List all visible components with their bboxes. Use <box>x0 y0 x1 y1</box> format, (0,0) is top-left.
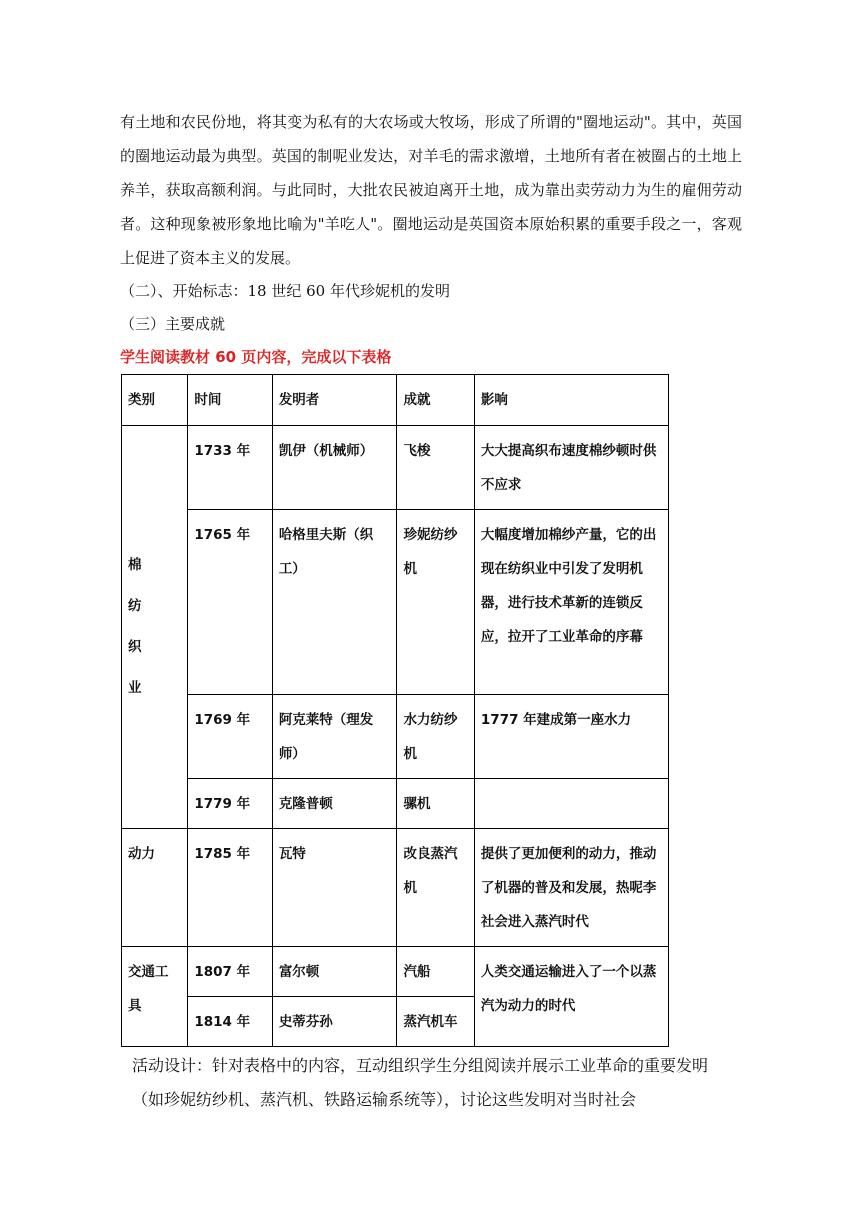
cell-time: 1765 年 <box>188 510 272 695</box>
cell-impact <box>474 779 668 829</box>
intro-paragraph: 有土地和农民份地，将其变为私有的大农场或大牧场，形成了所谓的"圈地运动"。其中，英国的圈地运动最为典型。英国的制呢业发达，对羊毛的需求激增，土地所有者在被圈占的土地上养羊，获取高额利润。与此同时，大批农民被迫离开土地，成为靠出卖劳动力为生的雇佣劳动者。这种现象被形象地比喻为"羊吃人"。圈地运动是英国资本原始积累的重要手段之一，客观上促进了资本主义的发展。 <box>120 113 742 267</box>
cell-impact: 1777 年建成第一座水力 <box>474 695 668 779</box>
inventions-table <box>121 374 669 1047</box>
header-category: 类别 <box>122 375 188 426</box>
cell-time: 1733 年 <box>188 426 272 510</box>
cell-inventor: 阿克莱特（理发师） <box>272 695 397 779</box>
cell-achievement: 蒸汽机车 <box>397 997 474 1047</box>
cell-achievement: 改良蒸汽机 <box>397 829 474 947</box>
cell-time: 1814 年 <box>188 997 272 1047</box>
cell-impact: 提供了更加便利的动力，推动了机器的普及和发展，热呢李社会进入蒸汽时代 <box>474 829 668 947</box>
category-textile: 棉 纺 织 业 <box>122 426 188 829</box>
cell-inventor: 克隆普顿 <box>272 779 397 829</box>
cell-time: 1769 年 <box>188 695 272 779</box>
cell-time: 1785 年 <box>188 829 272 947</box>
table-row <box>122 779 669 829</box>
cell-achievement: 骡机 <box>397 779 474 829</box>
cell-impact: 人类交通运输进入了一个以蒸汽为动力的时代 <box>474 947 668 1047</box>
section-achievements: （三）主要成就 <box>120 315 226 333</box>
table-row <box>122 947 669 997</box>
header-impact: 影响 <box>474 375 668 426</box>
cell-inventor: 史蒂芬孙 <box>272 997 397 1047</box>
cell-inventor: 瓦特 <box>272 829 397 947</box>
table-row <box>122 695 669 779</box>
header-time: 时间 <box>188 375 272 426</box>
cell-time: 1807 年 <box>188 947 272 997</box>
table-header-row <box>122 375 669 426</box>
table-row <box>122 829 669 947</box>
header-inventor: 发明者 <box>272 375 397 426</box>
cell-impact: 大幅度增加棉纱产量，它的出现在纺织业中引发了发明机器，进行技术革新的连锁反应，拉开了工业革命的序幕 <box>474 510 668 695</box>
table-row <box>122 426 669 510</box>
section-start: （二）、开始标志：18 世纪 60 年代珍妮机的发明 <box>120 282 450 300</box>
category-transport: 交通工具 <box>122 947 188 1047</box>
instruction: 学生阅读教材 60 页内容，完成以下表格 <box>120 348 392 366</box>
cell-inventor: 哈格里夫斯（织工） <box>272 510 397 695</box>
header-achievement: 成就 <box>397 375 474 426</box>
cell-inventor: 富尔顿 <box>272 947 397 997</box>
activity-design-text: 活动设计：针对表格中的内容，互动组织学生分组阅读并展示工业革命的重要发明（如珍妮纺纱机、蒸汽机、铁路运输系统等），讨论这些发明对当时社会 <box>132 1056 709 1109</box>
cell-achievement: 水力纺纱机 <box>397 695 474 779</box>
cell-inventor: 凯伊（机械师） <box>272 426 397 510</box>
cell-impact: 大大提高织布速度棉纱顿时供不应求 <box>474 426 668 510</box>
cell-time: 1779 年 <box>188 779 272 829</box>
table-row <box>122 510 669 695</box>
cell-achievement: 珍妮纺纱机 <box>397 510 474 695</box>
category-power: 动力 <box>122 829 188 947</box>
cell-achievement: 汽船 <box>397 947 474 997</box>
cell-achievement: 飞梭 <box>397 426 474 510</box>
